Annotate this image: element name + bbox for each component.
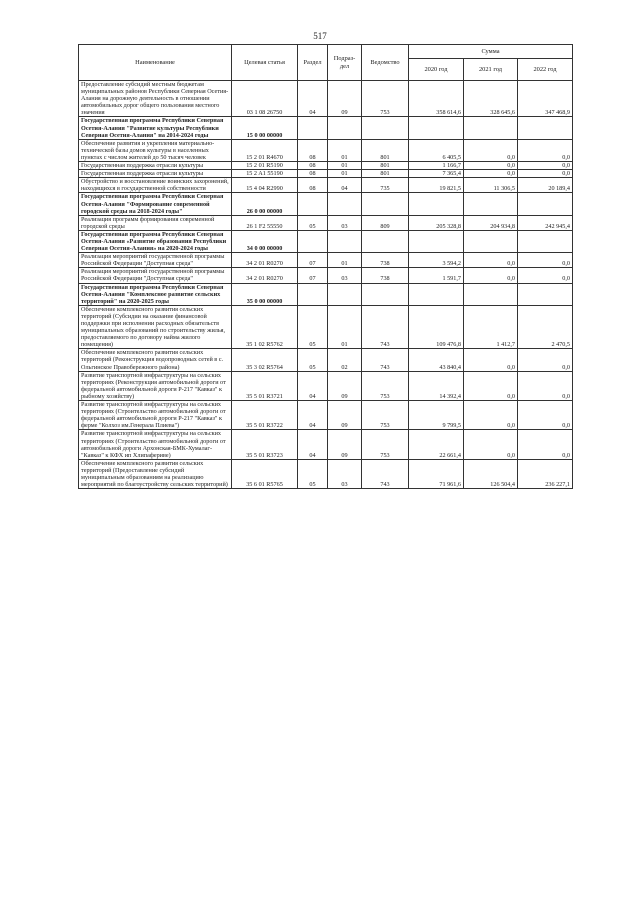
row-subsection: 09 [328,81,362,117]
row-section: 05 [298,215,328,230]
table-row [79,459,573,488]
row-value-2022: 2 470,5 [518,305,573,349]
row-section: 08 [298,139,328,161]
row-ministry: 753 [362,430,409,459]
row-name: Обеспечение развития и укрепления материально-технической базы домов культуры в населенных пунктах с числом жителей до 50 тысяч человек [79,139,232,161]
table-row [79,215,573,230]
row-value-2022: 236 227,1 [518,459,573,488]
row-target: 03 1 08 26750 [232,81,298,117]
row-value-2020 [409,283,464,305]
row-subsection: 09 [328,401,362,430]
row-value-2021: 0,0 [464,253,518,268]
row-ministry: 809 [362,215,409,230]
header-sum: Сумма [409,45,573,59]
row-value-2020: 19 821,5 [409,178,464,193]
row-value-2022: 0,0 [518,170,573,178]
row-name: Развитие транспортной инфраструктуры на сельских территориях (Строительство автомобильной дороги от автомобильной дороги Архонская-БМК-Хумалаг-"Кавказ" к КФХ ип Хлипафериве) [79,430,232,459]
row-ministry [362,193,409,215]
row-value-2021: 0,0 [464,430,518,459]
row-section: 04 [298,401,328,430]
row-ministry: 753 [362,371,409,400]
row-name: Обеспечение комплексного развития сельских территорий (Предоставление субсидий муниципальным образованиям на реализацию мероприятий по благоустройству сельских территорий) [79,459,232,488]
row-value-2020: 3 594,2 [409,253,464,268]
row-ministry: 743 [362,459,409,488]
row-name: Развитие транспортной инфраструктуры на сельских территориях (Реконструкция автомобильной дороги от федеральной автомобильной дороги Р-217 "Кавказ" к рыбному хозяйству) [79,371,232,400]
table-row [79,230,573,252]
row-ministry [362,117,409,139]
table-row [79,371,573,400]
row-value-2020: 9 799,5 [409,401,464,430]
row-value-2022 [518,230,573,252]
table-row [79,253,573,268]
row-value-2021: 204 934,8 [464,215,518,230]
row-value-2021: 0,0 [464,268,518,283]
row-section: 05 [298,349,328,371]
table-row [79,178,573,193]
row-value-2021: 0,0 [464,401,518,430]
row-name: Реализация программ формирования современной городской среды [79,215,232,230]
row-subsection: 02 [328,349,362,371]
header-2021: 2021 год [464,59,518,81]
row-subsection: 03 [328,459,362,488]
row-ministry: 753 [362,401,409,430]
row-target: 34 2 01 R0270 [232,268,298,283]
row-value-2020: 22 661,4 [409,430,464,459]
row-ministry: 743 [362,349,409,371]
table-row [79,117,573,139]
row-value-2020: 1 166,7 [409,162,464,170]
row-ministry [362,283,409,305]
row-target: 26 0 00 00000 [232,193,298,215]
row-target: 15 0 00 00000 [232,117,298,139]
row-section: 08 [298,162,328,170]
row-target: 35 5 01 R3721 [232,371,298,400]
row-section: 08 [298,170,328,178]
row-target: 35 6 01 R5765 [232,459,298,488]
row-section: 05 [298,305,328,349]
table-row [79,139,573,161]
row-value-2021: 0,0 [464,349,518,371]
row-ministry: 743 [362,305,409,349]
row-value-2021: 0,0 [464,170,518,178]
row-subsection: 01 [328,139,362,161]
row-value-2021: 0,0 [464,139,518,161]
header-name: Наименование [79,45,232,81]
row-value-2020: 1 591,7 [409,268,464,283]
row-subsection: 01 [328,162,362,170]
row-value-2020: 71 961,6 [409,459,464,488]
row-ministry: 738 [362,253,409,268]
table-row [79,268,573,283]
row-value-2020: 358 614,6 [409,81,464,117]
row-value-2022: 0,0 [518,430,573,459]
row-value-2021 [464,193,518,215]
row-subsection: 09 [328,371,362,400]
row-name: Государственная программа Республики Северная Осетия-Алания «Развитие образования Республики Северная Осетия-Алания» на 2020-2024 годы [79,230,232,252]
row-target: 15 4 04 R2990 [232,178,298,193]
header-2020: 2020 год [409,59,464,81]
row-name: Обеспечение комплексного развития сельских территорий (Субсидии на оказание финансовой поддержки при исполнении расходных обязательств муниципальных образований по строительству жилья, предоставляемого по договору найма жилого помещения) [79,305,232,349]
row-name: Государственная поддержка отрасли культуры [79,162,232,170]
row-value-2020 [409,117,464,139]
row-ministry: 735 [362,178,409,193]
row-target: 26 1 F2 55550 [232,215,298,230]
row-value-2022: 0,0 [518,253,573,268]
row-value-2021: 11 306,5 [464,178,518,193]
row-subsection [328,193,362,215]
row-subsection [328,283,362,305]
header-subsection: Подраз-дел [328,45,362,81]
row-section: 04 [298,371,328,400]
table-row [79,349,573,371]
row-value-2021: 126 504,4 [464,459,518,488]
row-name: Развитие транспортной инфраструктуры на сельских территориях (Строительство автомобильной дороги от федеральной автомобильной дороги Р-217 "Кавказ" к ферме "Колхоз им.Генерала Плиева") [79,401,232,430]
row-section [298,117,328,139]
row-value-2022: 0,0 [518,371,573,400]
row-value-2021: 0,0 [464,162,518,170]
header-ministry: Ведомство [362,45,409,81]
row-target: 15 2 A1 55190 [232,170,298,178]
row-value-2022: 0,0 [518,268,573,283]
row-section: 05 [298,459,328,488]
row-target: 15 2 01 R4670 [232,139,298,161]
row-name: Обеспечение комплексного развития сельских территорий (Реконструкция водопроводных сетей в с. Ольгинское Правобережного района) [79,349,232,371]
row-ministry: 801 [362,170,409,178]
row-name: Реализация мероприятий государственной программы Российской Федерации "Доступная среда" [79,253,232,268]
row-value-2020: 7 365,4 [409,170,464,178]
table-row [79,193,573,215]
row-subsection: 03 [328,268,362,283]
row-name: Предоставление субсидий местным бюджетам муниципальных районов Республики Северная Осетия-Алания на дорожную деятельность в отношении автомобильных дорог общего пользования местного значения [79,81,232,117]
row-subsection: 09 [328,430,362,459]
row-value-2022: 0,0 [518,162,573,170]
row-value-2021: 1 412,7 [464,305,518,349]
row-ministry [362,230,409,252]
page-number: 517 [313,31,327,41]
row-subsection: 01 [328,305,362,349]
row-value-2021 [464,230,518,252]
row-name: Государственная программа Республики Северная Осетия-Алания "Комплексное развитие сельских территорий" на 2020-2025 годы [79,283,232,305]
table-row [79,81,573,117]
row-value-2022: 347 468,9 [518,81,573,117]
row-section: 07 [298,268,328,283]
row-value-2021: 0,0 [464,371,518,400]
row-target: 15 2 01 R5190 [232,162,298,170]
table-row [79,430,573,459]
row-section: 04 [298,430,328,459]
row-ministry: 738 [362,268,409,283]
row-value-2022 [518,283,573,305]
table-row [79,401,573,430]
row-target: 35 3 02 R5764 [232,349,298,371]
row-subsection: 01 [328,170,362,178]
row-value-2020: 6 405,5 [409,139,464,161]
row-value-2020 [409,193,464,215]
row-value-2022: 0,0 [518,401,573,430]
table-row [79,305,573,349]
row-value-2021 [464,117,518,139]
row-name: Государственная программа Республики Северная Осетия-Алания "Развитие культуры Республики Северная Осетия-Алания" на 2014-2024 годы [79,117,232,139]
row-value-2022: 20 189,4 [518,178,573,193]
row-value-2021: 328 645,6 [464,81,518,117]
row-ministry: 801 [362,162,409,170]
table-row [79,283,573,305]
row-section [298,193,328,215]
budget-table [78,44,573,489]
row-ministry: 801 [362,139,409,161]
row-name: Государственная поддержка отрасли культуры [79,170,232,178]
row-target: 35 5 01 R3723 [232,430,298,459]
row-value-2020: 205 328,8 [409,215,464,230]
row-value-2022 [518,117,573,139]
row-section [298,230,328,252]
row-value-2021 [464,283,518,305]
row-section: 08 [298,178,328,193]
row-subsection [328,230,362,252]
row-value-2022 [518,193,573,215]
row-name: Реализация мероприятий государственной программы Российской Федерации "Доступная среда" [79,268,232,283]
row-name: Обустройство и восстановление воинских захоронений, находящихся в государственной собственности [79,178,232,193]
row-target: 35 0 00 00000 [232,283,298,305]
row-value-2020: 43 840,4 [409,349,464,371]
table-body [79,81,573,489]
row-subsection: 04 [328,178,362,193]
header-section: Раздел [298,45,328,81]
row-value-2022: 0,0 [518,349,573,371]
row-value-2020 [409,230,464,252]
row-target: 34 0 00 00000 [232,230,298,252]
table-row [79,162,573,170]
row-target: 35 5 01 R3722 [232,401,298,430]
row-section: 07 [298,253,328,268]
row-subsection: 01 [328,253,362,268]
row-target: 34 2 01 R0270 [232,253,298,268]
row-target: 35 1 02 R5762 [232,305,298,349]
row-subsection: 03 [328,215,362,230]
row-subsection [328,117,362,139]
row-value-2022: 0,0 [518,139,573,161]
row-value-2020: 109 476,8 [409,305,464,349]
table-row [79,170,573,178]
row-value-2020: 14 392,4 [409,371,464,400]
row-section [298,283,328,305]
header-target: Целевая статья [232,45,298,81]
header-2022: 2022 год [518,59,573,81]
row-value-2022: 242 945,4 [518,215,573,230]
row-ministry: 753 [362,81,409,117]
row-name: Государственная программа Республики Северная Осетия-Алания "Формирование современной городской среды на 2018-2024 годы" [79,193,232,215]
row-section: 04 [298,81,328,117]
